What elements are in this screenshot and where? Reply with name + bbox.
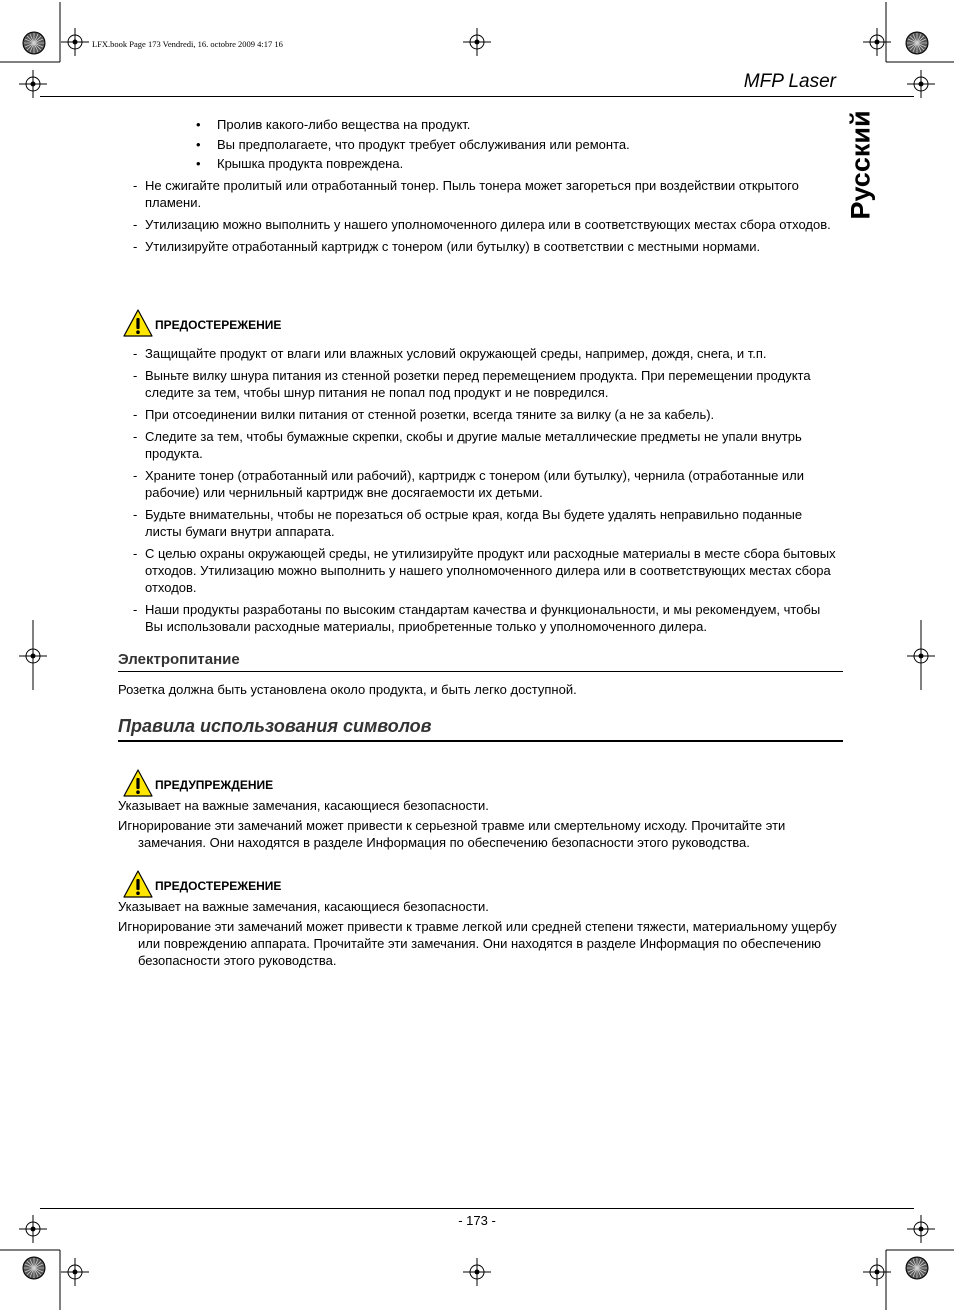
registration-mark-icon: [463, 28, 491, 56]
list-item: - Храните тонер (отработанный или рабочий), картридж с тонером (или бутылку), чернила (отработанные или рабочие) или чернильный картридж вне досягаемости их детьми.: [118, 467, 840, 501]
color-target-icon: [23, 1257, 45, 1279]
registration-mark-icon: [907, 642, 935, 670]
warning-triangle-icon: [123, 769, 153, 797]
registration-mark-icon: [907, 70, 935, 98]
list-item: - С целью охраны окружающей среды, не утилизируйте продукт или расходные материалы в месте сбора бытовых отходов. Утилизацию можно выполнить у нашего уполномоченного дилера или в соответствующих местах сбора отходов.: [118, 545, 840, 596]
list-item: - Утилизацию можно выполнить у нашего уполномоченного дилера или в соответствующих местах сбора отходов.: [118, 216, 840, 233]
list-item: • Пролив какого-либо вещества на продукт.: [196, 115, 816, 135]
list-item: - Будьте внимательны, чтобы не порезаться об острые края, когда Вы будете удалять неправильно поданные листы бумаги внутри аппарата.: [118, 506, 840, 540]
registration-mark-icon: [863, 28, 891, 56]
warning-triangle-icon: [123, 309, 153, 337]
header-rule: [40, 96, 914, 97]
caution-line-2: Игнорирование эти замечаний может привести к травме легкой или средней степени тяжести, материальному ущербу или повреждению аппарата. Прочитайте эти замечания. Они находятся в разделе Информация по обеспечению безопасности этого руководства.: [118, 919, 837, 968]
warning-line-1: Указывает на важные замечания, касающиеся безопасности.: [118, 798, 489, 813]
list-item: • Вы предполагаете, что продукт требует обслуживания или ремонта.: [196, 135, 816, 155]
list-item: - Наши продукты разработаны по высоким стандартам качества и функциональности, и мы рекомендуем, чтобы Вы использовали расходные материалы, приобретенные только у уполномоченного дилера.: [118, 601, 840, 635]
list-item: - Утилизируйте отработанный картридж с тонером (или бутылку) в соответствии с местными нормами.: [118, 238, 840, 255]
symbols-heading: Правила использования символов: [118, 716, 432, 736]
color-target-icon: [906, 32, 928, 54]
registration-mark-icon: [463, 1258, 491, 1286]
caution-symbol-label: ПРЕДОСТЕРЕЖЕНИЕ: [155, 879, 282, 893]
registration-mark-icon: [863, 1258, 891, 1286]
color-target-icon: [906, 1257, 928, 1279]
warning-triangle-icon: [123, 870, 153, 898]
caution-list: [118, 345, 840, 640]
list-item: - При отсоединении вилки питания от стенной розетки, всегда тяните за вилку (а не за кабель).: [118, 406, 840, 423]
footer-rule: [40, 1208, 914, 1209]
caution-label: ПРЕДОСТЕРЕЖЕНИЕ: [155, 318, 282, 332]
registration-mark-icon: [19, 642, 47, 670]
list-item: • Крышка продукта повреждена.: [196, 154, 816, 174]
print-slug: LFX.book Page 173 Vendredi, 16. octobre 2009 4:17 16: [92, 39, 283, 49]
list-item: - Следите за тем, чтобы бумажные скрепки, скобы и другие малые металлические предметы не упали внутрь продукта.: [118, 428, 840, 462]
toner-list: [118, 177, 840, 260]
warning-label: ПРЕДУПРЕЖДЕНИЕ: [155, 778, 274, 792]
page-number: - 173 -: [458, 1213, 496, 1228]
registration-mark-icon: [61, 28, 89, 56]
header-title: MFP Laser: [743, 71, 836, 92]
caution-line-1: Указывает на важные замечания, касающиеся безопасности.: [118, 899, 489, 914]
language-tab: [838, 110, 884, 220]
list-item: - Не сжигайте пролитый или отработанный тонер. Пыль тонера может загореться при воздействии открытого пламени.: [118, 177, 840, 211]
power-heading-rule: [118, 671, 843, 672]
symbols-heading-rule: [118, 740, 843, 742]
top-bullet-list: [196, 115, 816, 174]
power-heading: Электропитание: [118, 651, 240, 668]
color-target-icon: [23, 32, 45, 54]
registration-mark-icon: [19, 70, 47, 98]
power-text: Розетка должна быть установлена около продукта, и быть легко доступной.: [118, 682, 577, 697]
list-item: - Защищайте продукт от влаги или влажных условий окружающей среды, например, дождя, снега, и т.п.: [118, 345, 840, 362]
language-tab-label: Русский: [845, 110, 876, 220]
list-item: - Выньте вилку шнура питания из стенной розетки перед перемещением продукта. При перемещении продукта следите за тем, чтобы шнур питания не попал под продукт и не повредился.: [118, 367, 840, 401]
registration-mark-icon: [61, 1258, 89, 1286]
warning-line-2: Игнорирование эти замечаний может привести к серьезной травме или смертельному исходу. Прочитайте эти замечания. Они находятся в разделе Информация по обеспечению безопасности этого руководства.: [118, 818, 786, 850]
